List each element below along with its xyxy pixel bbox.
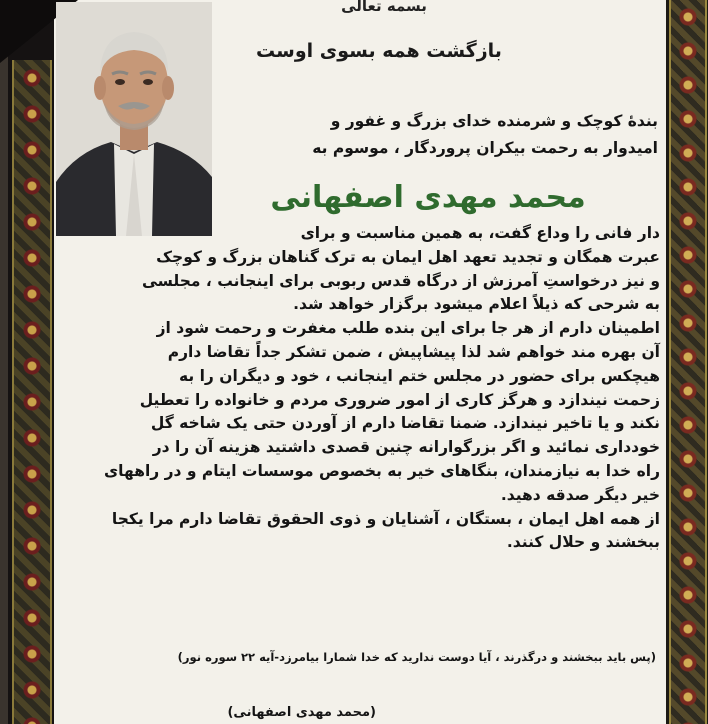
body-text <box>62 222 660 555</box>
intro-line: بندهٔ کوچک و شرمنده خدای بزرگ و غفور و <box>330 112 658 130</box>
signature: (محمد مهدی اصفهانی) <box>227 705 376 720</box>
ornament-border-icon <box>669 0 707 724</box>
body-line: عبرت همگان و تجدید تعهد اهل ایمان به ترک گناهان بزرگ و کوچک <box>156 247 660 266</box>
left-mourning-border <box>8 0 54 724</box>
intro-line: امیدوار به رحمت بیکران پروردگار ، موسوم به <box>312 139 658 157</box>
headline: بازگشت همه بسوی اوست <box>256 40 502 62</box>
body-line: راه خدا به نیازمندان، بنگاهای خیر به بخصوص موسسات ایتام و در راههای <box>103 461 660 480</box>
body-line: زحمت نیندازد و هرگز کاری از امور ضروری مردم و خانواده را تعطیل <box>139 390 660 409</box>
ornament-border-icon <box>12 60 52 724</box>
body-line: از همه اهل ایمان ، بستگان ، آشنایان و ذوی الحقوق تقاضا دارم مرا یکجا <box>111 509 660 528</box>
portrait-icon <box>56 2 212 236</box>
basmala-heading: بسمه تعالی <box>341 0 427 15</box>
notice-paper <box>54 0 666 724</box>
intro-text <box>238 108 658 162</box>
body-line: آن بهره مند خواهم شد لذا پیشاپیش ، ضمن تشکر جداً تقاضا دارم <box>167 342 660 361</box>
quran-verse: (پس باید ببخشند و درگذرند ، آیا دوست ندارید که خدا شمارا بیامرزد-آیه ۲۲ سوره نور) <box>177 650 656 664</box>
portrait-photo <box>56 2 212 236</box>
wall-edge <box>0 0 8 724</box>
body-line: ببخشند و حلال کنند. <box>506 533 660 552</box>
body-line: و نیز درخواستِ آمرزش از درگاه قدس ربوبی برای اینجانب ، مجلسی <box>141 271 660 290</box>
body-line: نکند و یا تاخیر نیندازد. ضمنا تقاضا دارم از آوردن حتی یک شاخه گل <box>150 414 660 433</box>
body-line: اطمینان دارم از هر جا برای این بنده طلب مغفرت و رحمت شود از <box>156 319 660 338</box>
deceased-name: محمد مهدی اصفهانی <box>270 180 586 215</box>
body-line: خیر دیگر صدقه دهید. <box>500 485 660 504</box>
body-line: خودداری نمائید و اگر بزرگوارانه چنین قصدی داشتید هزینه آن را در <box>152 438 660 457</box>
right-border <box>666 0 708 724</box>
body-line: هیچکس برای حضور در مجلس ختم اینجانب ، خود و دیگران را به <box>179 366 660 385</box>
body-line: دار فانی را وداع گفت، به همین مناسبت و برای <box>300 224 660 242</box>
body-line: به شرحی که ذیلاً اعلام میشود برگزار خواهد شد. <box>293 295 660 314</box>
